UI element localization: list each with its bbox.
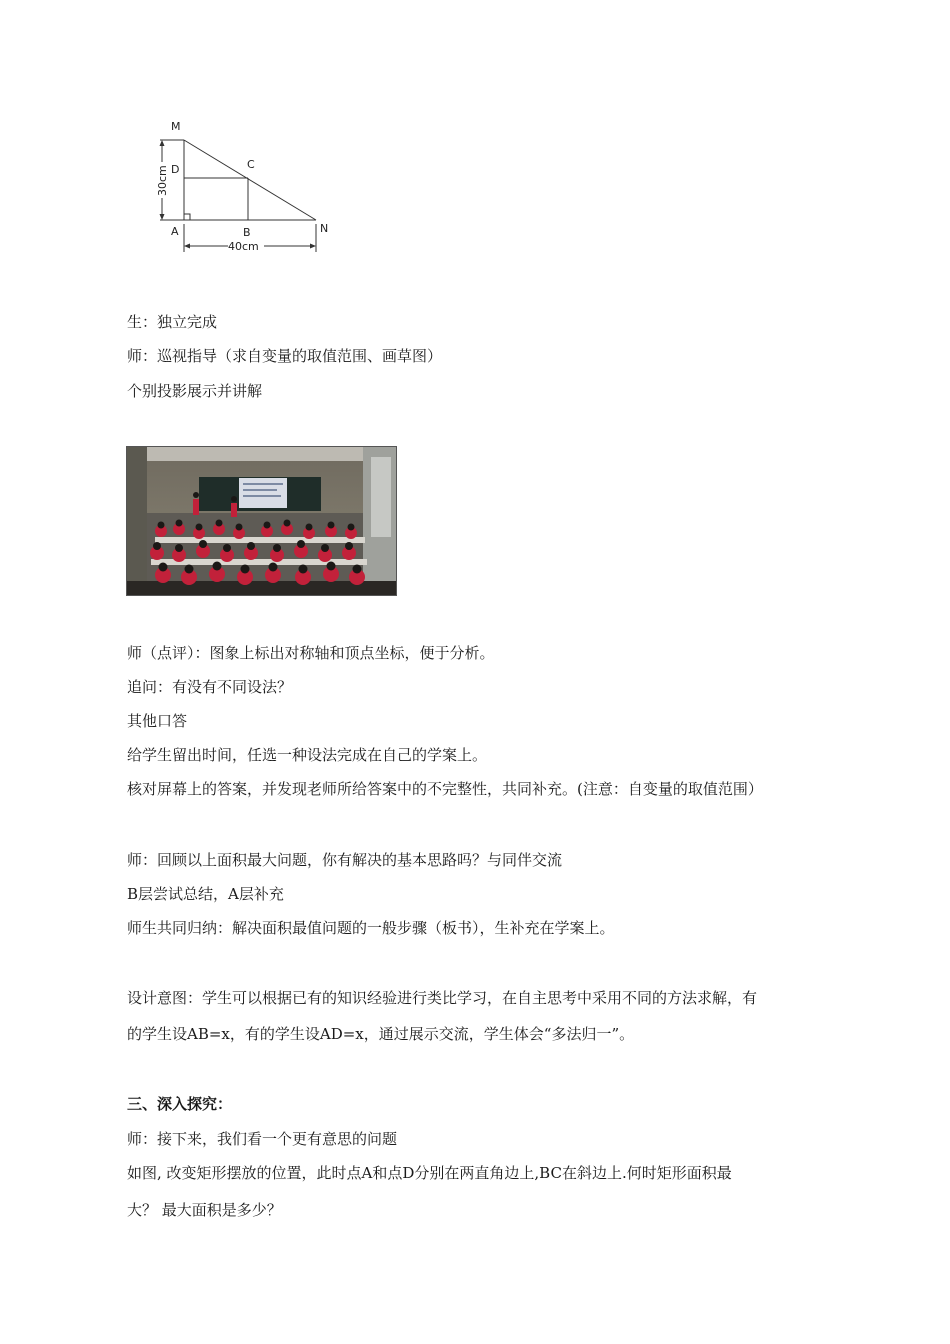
hypotenuse-mn [184,140,316,220]
text-line: 生：独立完成 [127,313,218,331]
label-n: N [320,222,329,235]
classroom-photo [126,446,397,596]
right-angle-mark [184,214,190,220]
label-m: M [171,120,181,133]
label-height: 30cm [156,165,169,196]
text-line: 个别投影展示并讲解 [127,382,263,400]
label-b: B [243,226,251,239]
label-d: D [171,163,180,176]
text-line: 其他口答 [127,712,188,730]
text-line: 师：巡视指导（求自变量的取值范围、画草图） [127,347,443,365]
triangle-rectangle-diagram [140,112,350,262]
label-c: C [247,158,255,171]
text-line: 如图, 改变矩形摆放的位置，此时点A和点D分别在两直角边上,BC在斜边上.何时矩形面积最 [127,1164,732,1182]
text-line: 师生共同归纳：解决面积最值问题的一般步骤（板书），生补充在学案上。 [127,919,615,937]
text-line: 追问：有没有不同设法？ [127,678,293,696]
text-line: 师：回顾以上面积最大问题，你有解决的基本思路吗？与同伴交流 [127,851,563,869]
text-line: 师（点评）：图象上标出对称轴和顶点坐标，便于分析。 [127,644,495,662]
label-a: A [171,225,179,238]
text-line: 师：接下来，我们看一个更有意思的问题 [127,1130,398,1148]
text-line: 设计意图：学生可以根据已有的知识经验进行类比学习，在自主思考中采用不同的方法求解，有 [127,989,758,1007]
text-line: 大？ 最大面积是多少？ [127,1201,282,1219]
label-width: 40cm [228,240,259,253]
text-line: 核对屏幕上的答案，并发现老师所给答案中的不完整性，共同补充。(注意：自变量的取值范围） [127,780,763,798]
text-line: B层尝试总结，A层补充 [127,885,284,903]
text-line: 给学生留出时间，任选一种设法完成在自己的学案上。 [127,746,488,764]
text-line: 的学生设AB=x，有的学生设AD=x，通过展示交流，学生体会“多法归一”。 [127,1025,635,1043]
section-heading: 三、深入探究： [127,1095,233,1113]
